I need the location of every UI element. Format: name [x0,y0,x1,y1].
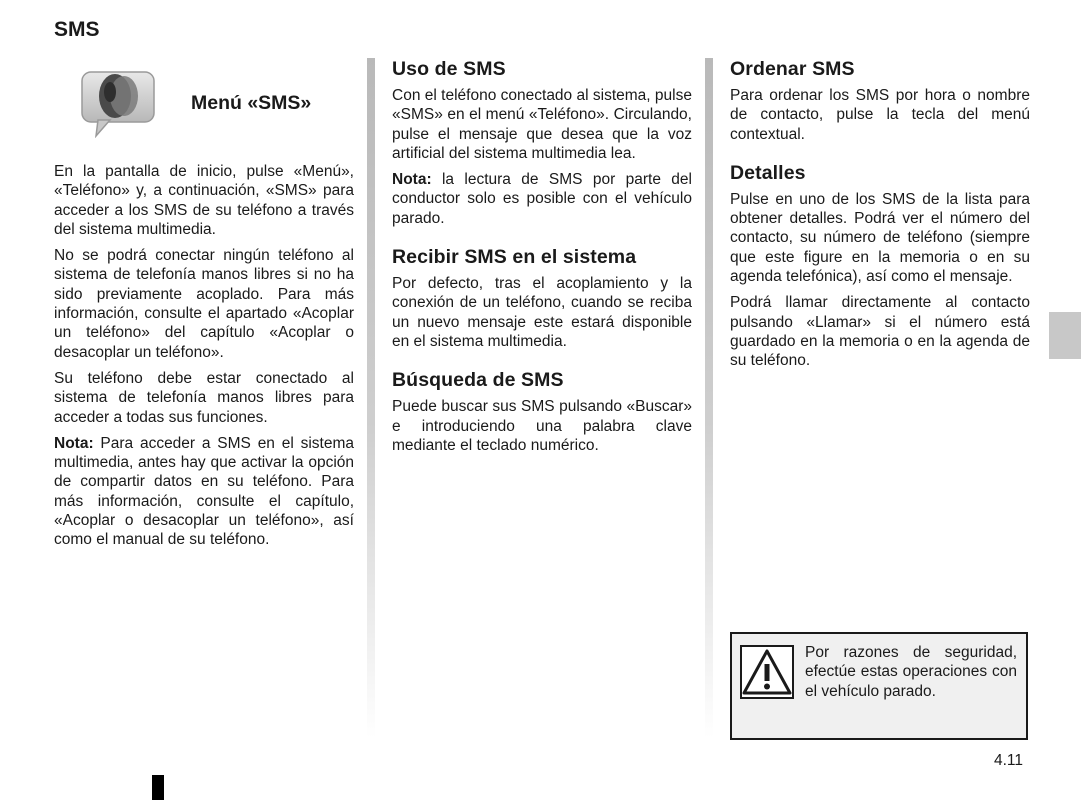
column-divider [367,58,375,738]
column-middle [392,58,692,473]
section-ordenar [730,58,1030,144]
paragraph: Podrá llamar directamente al contacto pulsando «Llamar» si el número está guardado en la memoria o en la agenda de su teléfono. [730,294,1030,370]
note-text: la lectura de SMS por parte del conductor solo es posible con el vehículo parado. [392,171,692,227]
section-recibir [392,246,692,351]
sms-speech-bubble-icon [80,70,156,138]
note-paragraph [392,170,692,228]
page-number: 4.11 [994,752,1024,769]
paragraph: En la pantalla de inicio, pulse «Menú», «Teléfono» y, a continuación, «SMS» para acceder a los SMS de su teléfono a través del sistema multimedia. [54,163,354,238]
note-text: Para acceder a SMS en el sistema multimedia, antes hay que activar la opción de compartir datos en su teléfono. Para más información, consulte el capítulo, «Acoplar o desacoplar un teléfono», así como el manual de su teléfono. [54,434,354,549]
section-busqueda [392,369,692,455]
column-right [730,58,1030,389]
section-heading: Recibir SMS en el sistema [392,246,637,269]
column-divider [705,58,713,738]
footer-marker [152,775,164,800]
warning-triangle-icon [740,645,794,699]
paragraph: Puede buscar sus SMS pulsando «Buscar» e introduciendo una palabra clave mediante el teclado numérico. [392,398,692,454]
note-label: Nota: [54,434,94,452]
section-heading: Uso de SMS [392,58,506,80]
section-uso [392,58,692,228]
note-label: Nota: [392,171,432,189]
section-detalles [730,162,1030,371]
page-title: SMS [54,18,100,41]
warning-box [730,632,1028,740]
section-heading: Ordenar SMS [730,58,855,80]
paragraph: Para ordenar los SMS por hora o nombre de contacto, pulse la tecla del menú contextual. [730,87,1030,143]
chapter-tab [1049,312,1081,359]
menu-header [54,70,354,152]
menu-title: Menú «SMS» [191,92,312,114]
column-left [54,70,354,557]
section-heading: Detalles [730,161,806,184]
paragraph: Su teléfono debe estar conectado al sistema de telefonía manos libres para acceder a todas sus funciones. [54,369,354,426]
paragraph: No se podrá conectar ningún teléfono al sistema de telefonía manos libres si no ha sido previamente acoplado. Para más información, consulte el apartado «Acoplar un teléfono» del capítulo «Acoplar o desacoplar un teléfono». [54,247,354,361]
warning-text: Por razones de seguridad, efectúe estas operaciones con el vehículo parado. [805,644,1017,700]
paragraph: Por defecto, tras el acoplamiento y la conexión de un teléfono, cuando se reciba un nuevo mensaje este estará disponible en el sistema multimedia. [392,275,692,350]
paragraph: Con el teléfono conectado al sistema, pulse «SMS» en el menú «Teléfono». Circulando, pulse el mensaje que desea que la voz artificial del sistema multimedia lea. [392,87,692,162]
section-heading: Búsqueda de SMS [392,369,564,392]
paragraph: Pulse en uno de los SMS de la lista para obtener detalles. Podrá ver el número del contacto, su número de teléfono (siempre que este figure en la memoria o en su agenda telefónica), así como el mensaje. [730,190,1030,286]
note-paragraph [54,434,354,550]
